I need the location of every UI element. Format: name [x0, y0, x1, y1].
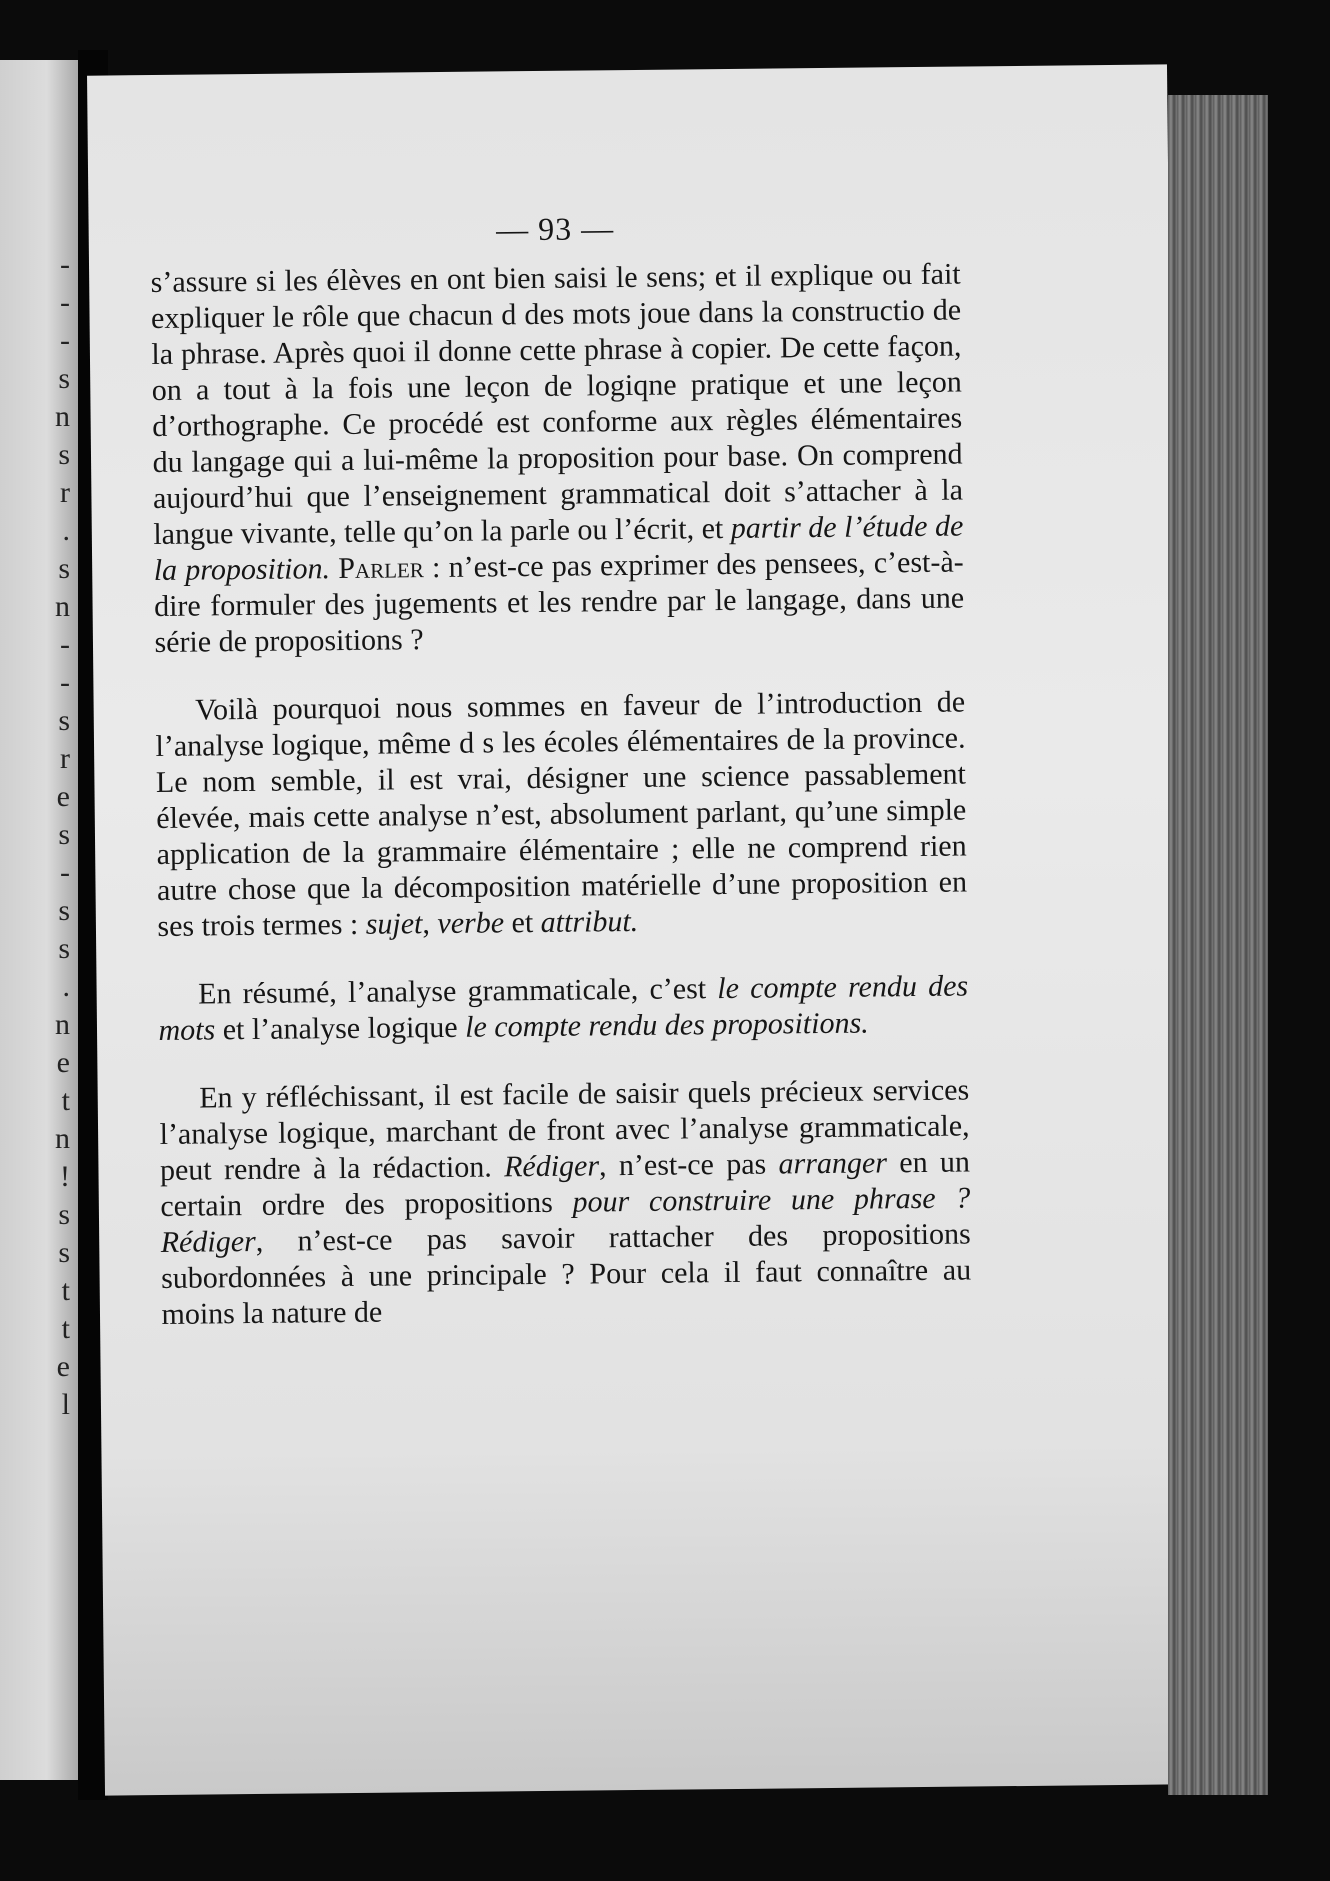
italic-run: arranger [778, 1146, 888, 1181]
italic-run: le compte rendu des propositions. [464, 1006, 869, 1044]
left-page-edge-char: r [60, 742, 70, 775]
text-run: Parler [338, 551, 424, 586]
italic-run: pour construire une phrase ? [572, 1181, 971, 1219]
body-text [151, 257, 972, 1333]
text-run: En résumé, l’analyse grammaticale, c’est [197, 972, 718, 1011]
left-page-edge-char: - [60, 628, 70, 661]
left-page-edge-char: s [58, 818, 70, 851]
left-page-edge-char: e [56, 780, 70, 813]
left-page-edge-char: s [58, 362, 70, 395]
text-run: s’assure si les élèves en ont bien saisi le sens; et il explique ou fait expliquer le rôle que chacun d des mots joue dans la constructio de la phrase. Après quoi il donne cette phrase à copier. De cette façon, on a tout à la fois une leçon de logiqne pratique et une leçon d’orthographe. Ce procédé est conforme aux règles élémentaires du langage qui a lui-même la proposition pour base. On comprend aujourd’hui que l’enseignement grammatical doit s’attacher à la langue vivante, telle qu’on la parle ou l’écrit, et [150, 257, 964, 551]
left-page-edge-char: e [56, 1350, 70, 1383]
text-run: et [503, 905, 541, 940]
text-run: et l’analyse logique [215, 1010, 466, 1047]
left-page-edge-char: s [58, 704, 70, 737]
paragraph [159, 1072, 972, 1332]
page-text-block [150, 207, 972, 1333]
page-number: — 93 — [495, 210, 615, 248]
italic-run: attribut. [540, 904, 639, 939]
left-page-edge-char: e [56, 1046, 70, 1079]
page-fore-edge [1168, 95, 1268, 1795]
left-page-edge-char: n [55, 400, 70, 433]
left-page-edge-char: s [58, 894, 70, 927]
left-page-edge-char: s [58, 1236, 70, 1269]
italic-run: Rédiger [503, 1149, 600, 1184]
text-run: , n’est-ce pas [598, 1147, 779, 1183]
left-page-edge-char: n [55, 590, 70, 623]
left-page-edge-char: . [62, 970, 70, 1003]
left-page-edge-char: - [60, 248, 70, 281]
italic-run: Rédiger [160, 1224, 256, 1259]
text-run: , [422, 907, 438, 941]
left-page-edge-char: t [61, 1084, 70, 1117]
left-page-edge-char: ! [60, 1160, 70, 1193]
left-page-edge-char: - [60, 324, 70, 357]
left-page-edge-char: s [58, 932, 70, 965]
italic-run: le compte rendu des mots [158, 969, 969, 1047]
left-page-edge-char: s [58, 438, 70, 471]
left-page-edge-char: n [55, 1008, 70, 1041]
left-page-edge-char: t [61, 1274, 70, 1307]
text-run: : n’est-ce pas exprimer des pensees, c’est-à-dire formuler des jugements et les rendre par le langage, dans une série de propositions ? [153, 545, 965, 659]
left-page-edge-char: s [58, 1198, 70, 1231]
left-page-edge-char: r [60, 476, 70, 509]
left-page-edge-char: - [60, 856, 70, 889]
paragraph [158, 968, 969, 1048]
italic-run: verbe [437, 906, 505, 941]
paragraph [151, 257, 965, 661]
paragraph [155, 684, 968, 944]
left-page-edge-char: - [60, 286, 70, 319]
left-page-edge-char: s [58, 552, 70, 585]
text-run: , n’est-ce pas savoir rattacher des propositions subordonnées à une principale ? Pour cela il faut connaître au moins la nature de [160, 1217, 972, 1331]
left-page-edge-char: . [62, 514, 70, 547]
text-run: Voilà pourquoi nous sommes en faveur de l’introduction de l’analyse logique, même d s les écoles élémentaires de la province. Le nom semble, il est vrai, désigner une science passablement élevée, mais cette analyse n’est, absolument parlant, qu’une simple application de la grammaire élémentaire ; elle ne comprend rien autre chose que la décomposition matérielle d’une proposition en ses trois termes : [155, 685, 968, 943]
left-page-edge-char: t [61, 1312, 70, 1345]
italic-run: partir de l’étude de la proposition. [153, 509, 964, 587]
left-page-edge-char: l [61, 1388, 70, 1421]
text-run: En y réfléchissant, il est facile de saisir quels précieux services l’analyse logique, marchant de front avec l’analyse grammaticale, peut rendre à la rédaction. [159, 1073, 970, 1187]
left-page-edge [0, 60, 78, 1780]
left-page-edge-char: n [55, 1122, 70, 1155]
italic-run: sujet [365, 907, 423, 941]
text-run: en un certain ordre des propositions [160, 1145, 971, 1223]
left-page-edge-char: - [60, 666, 70, 699]
